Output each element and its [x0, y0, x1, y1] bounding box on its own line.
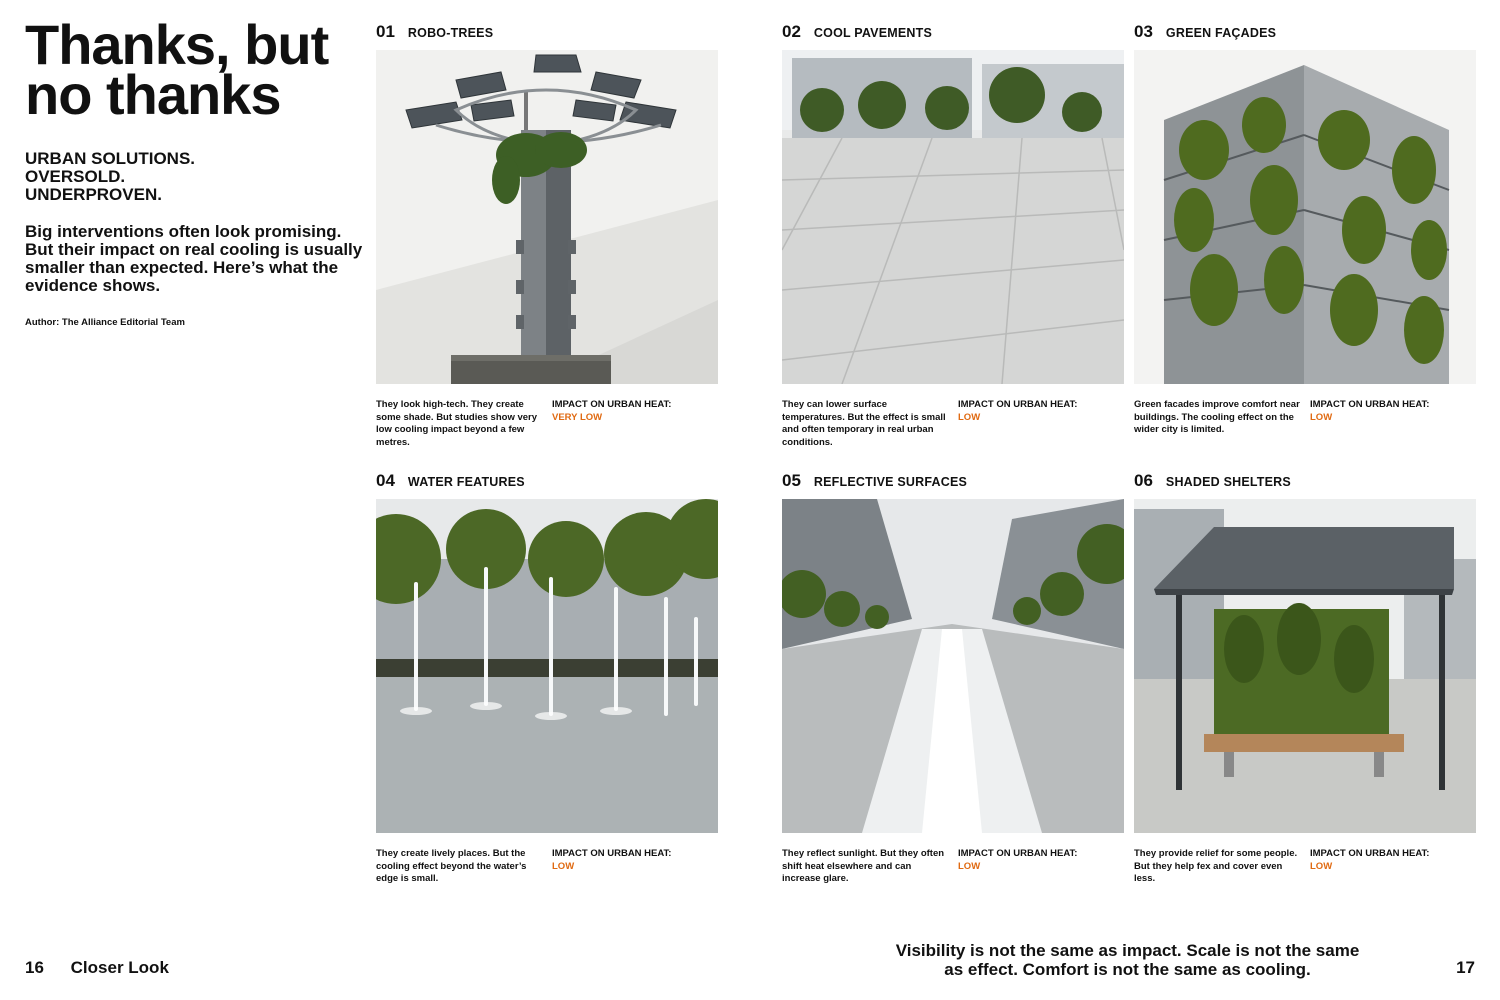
- section-name: Closer Look: [70, 958, 169, 977]
- quote-line-2: as effect. Comfort is not the same as cooling.: [944, 960, 1311, 979]
- card-title: WATER FEATURES: [407, 475, 525, 489]
- impact-value: LOW: [958, 411, 981, 423]
- intro-column: [25, 13, 365, 328]
- green-facade-image: [1134, 50, 1476, 384]
- card-title: REFLECTIVE SURFACES: [813, 475, 968, 489]
- card-title: GREEN FAÇADES: [1165, 26, 1277, 40]
- card-description: They create lively places. But the cooling effect beyond the water’s edge is small.: [376, 848, 527, 884]
- right-page-number: 17: [1456, 958, 1475, 977]
- quote-line-1: Visibility is not the same as impact. Scale is not the same: [895, 941, 1360, 960]
- card-description: Green facades improve comfort near buildings. The cooling effect on the wider city is limited.: [1134, 399, 1300, 435]
- card-header: [376, 22, 718, 50]
- card-title: COOL PAVEMENTS: [813, 26, 933, 40]
- impact-value: LOW: [552, 860, 575, 872]
- card-shaded-shelters: [1134, 471, 1476, 886]
- impact-rating: [958, 399, 1077, 449]
- page-title: [25, 13, 365, 126]
- card-header: [1134, 471, 1476, 499]
- left-page-number: 16: [25, 958, 44, 977]
- card-title: ROBO-TREES: [407, 26, 494, 40]
- card-header: [1134, 22, 1476, 50]
- impact-label: IMPACT ON URBAN HEAT:: [552, 848, 672, 859]
- impact-label: IMPACT ON URBAN HEAT:: [958, 399, 1078, 410]
- card-number: 05: [782, 471, 801, 490]
- impact-label: IMPACT ON URBAN HEAT:: [552, 399, 672, 410]
- title-line-2: no thanks: [25, 63, 281, 126]
- subhead-line-3: UNDERPROVEN.: [25, 185, 162, 204]
- subhead-line-1: URBAN SOLUTIONS.: [25, 149, 195, 168]
- impact-rating: [1310, 848, 1429, 886]
- card-cool-pavements: [782, 22, 1124, 449]
- card-number: 01: [376, 22, 395, 41]
- impact-value: LOW: [1310, 411, 1333, 423]
- card-title: SHADED SHELTERS: [1165, 475, 1291, 489]
- impact-value: LOW: [958, 860, 981, 872]
- card-description: They reflect sunlight. But they often shift heat elsewhere and can increase glare.: [782, 848, 945, 884]
- footer-left: [25, 958, 169, 978]
- impact-label: IMPACT ON URBAN HEAT:: [1310, 399, 1430, 410]
- card-number: 02: [782, 22, 801, 41]
- water-feature-image: [376, 499, 718, 833]
- subhead-line-2: OVERSOLD.: [25, 167, 126, 186]
- card-footer: [376, 399, 718, 449]
- card-robo-trees: [376, 22, 718, 449]
- impact-rating: [552, 399, 671, 449]
- impact-label: IMPACT ON URBAN HEAT:: [958, 848, 1078, 859]
- subheading: [25, 150, 365, 204]
- shaded-shelter-image: [1134, 499, 1476, 833]
- lede-paragraph: Big interventions often look promising. But their impact on real cooling is usually smaller than expected. Here’s what the evidence shows.: [25, 222, 363, 295]
- card-footer: [1134, 848, 1476, 886]
- impact-label: IMPACT ON URBAN HEAT:: [1310, 848, 1430, 859]
- robo-tree-image: [376, 50, 718, 384]
- card-description: They can lower surface temperatures. But the effect is small and often temporary in real urban conditions.: [782, 399, 946, 448]
- card-reflective-surfaces: [782, 471, 1124, 886]
- impact-value: VERY LOW: [552, 411, 603, 423]
- card-header: [782, 471, 1124, 499]
- card-description: They look high-tech. They create some shade. But studies show very low cooling impact beyond a few metres.: [376, 399, 538, 448]
- card-header: [782, 22, 1124, 50]
- pull-quote: [860, 941, 1395, 979]
- impact-rating: [958, 848, 1077, 886]
- card-footer: [782, 399, 1124, 449]
- card-green-facades: [1134, 22, 1476, 437]
- card-water-features: [376, 471, 718, 886]
- card-number: 04: [376, 471, 395, 490]
- card-header: [376, 471, 718, 499]
- author-credit: Author: The Alliance Editorial Team: [25, 317, 185, 328]
- title-line-1: Thanks, but: [25, 13, 329, 76]
- card-number: 06: [1134, 471, 1153, 490]
- impact-rating: [1310, 399, 1429, 437]
- card-footer: [376, 848, 718, 886]
- card-number: 03: [1134, 22, 1153, 41]
- cool-pavement-image: [782, 50, 1124, 384]
- impact-value: LOW: [1310, 860, 1333, 872]
- card-description: They provide relief for some people. But they help fex and cover even less.: [1134, 848, 1298, 884]
- reflective-surface-image: [782, 499, 1124, 833]
- impact-rating: [552, 848, 671, 886]
- card-footer: [1134, 399, 1476, 437]
- card-footer: [782, 848, 1124, 886]
